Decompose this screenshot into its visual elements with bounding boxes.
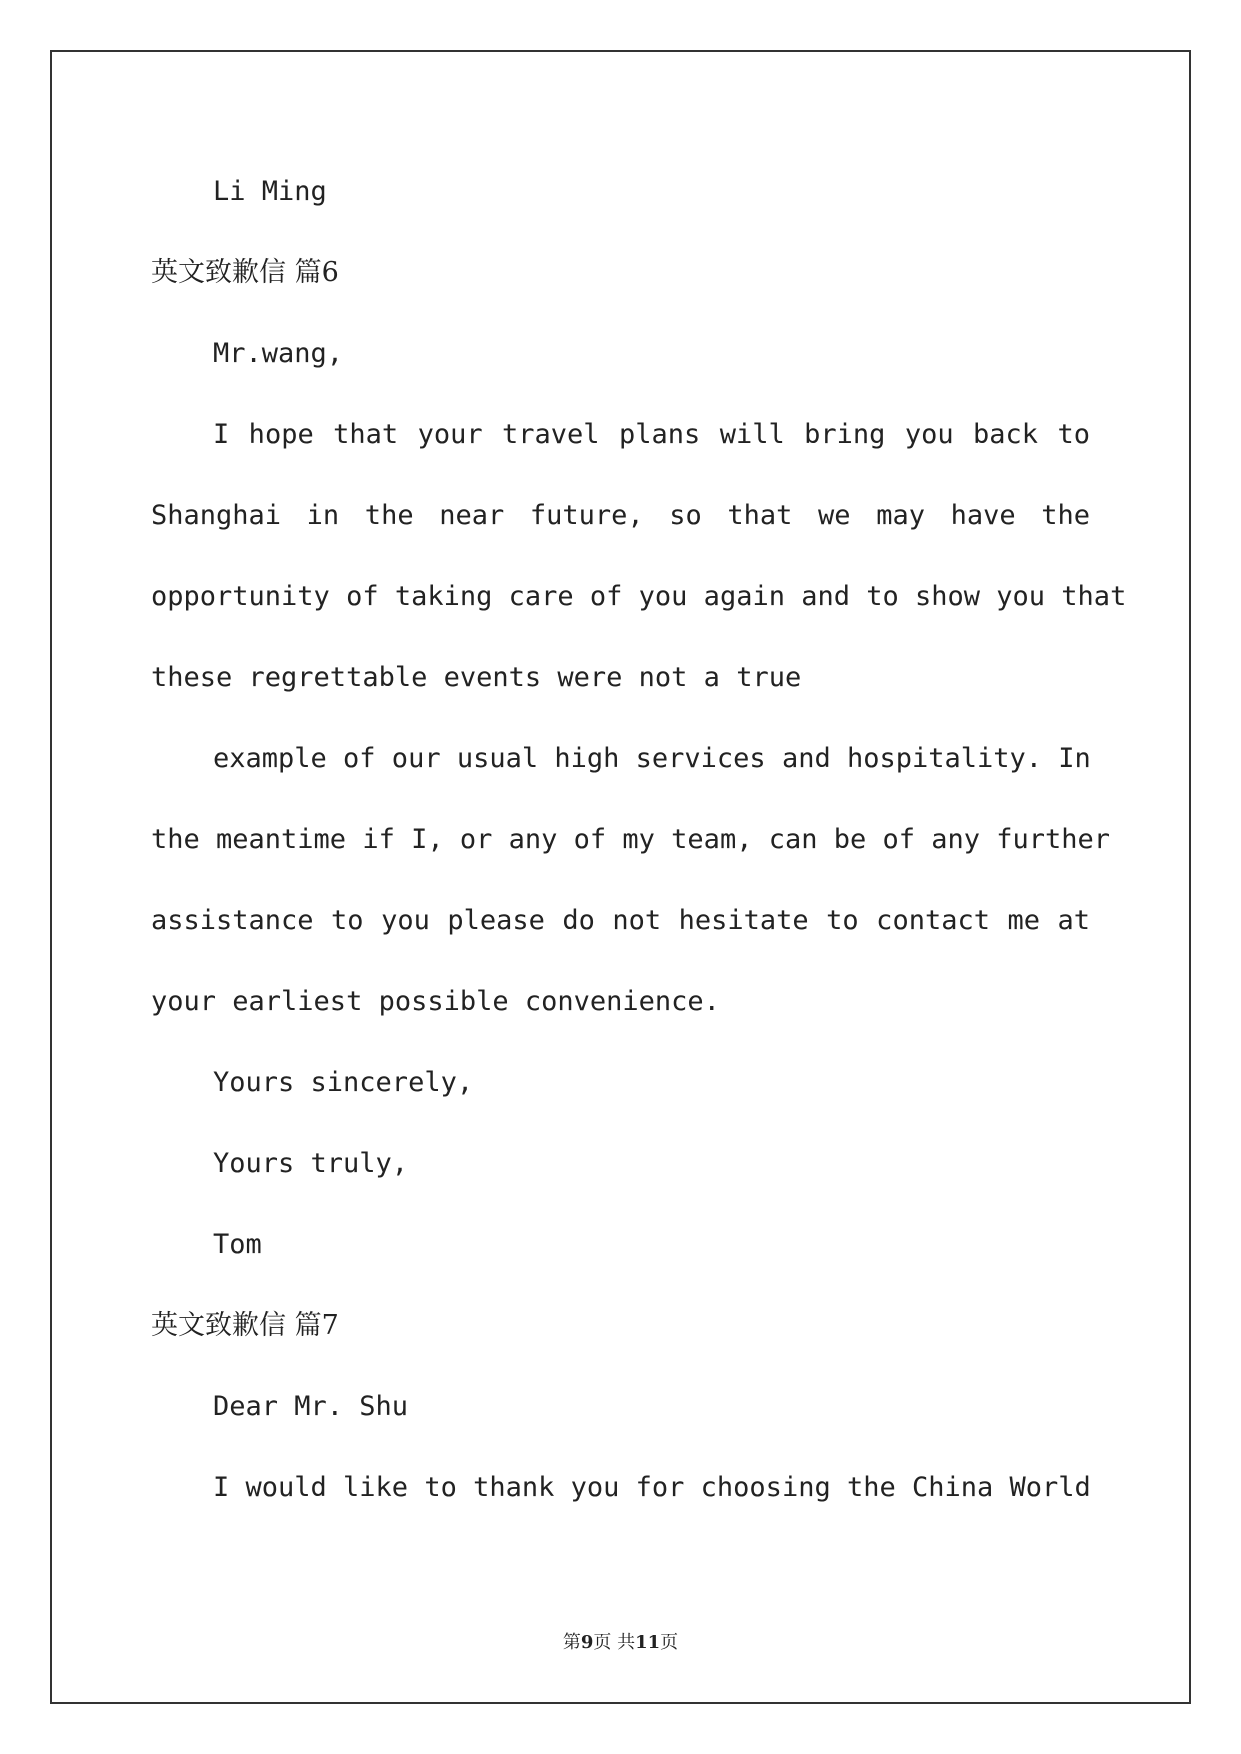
paragraph-line: Shanghai in the near future, so that we may have the (151, 500, 1090, 531)
section-heading: 英文致歉信 篇6 (151, 257, 339, 288)
paragraph-line: assistance to you please do not hesitate to contact me at (151, 905, 1090, 936)
paragraph-line: example of our usual high services and hospitality. In (213, 743, 1091, 774)
total-page-number: 11 (635, 1632, 661, 1653)
current-page-number: 9 (580, 1632, 594, 1653)
section-heading: 英文致歉信 篇7 (151, 1310, 339, 1341)
footer-suffix: 页 (660, 1632, 679, 1653)
paragraph-line: I would like to thank you for choosing the China World (213, 1472, 1091, 1503)
paragraph-line: opportunity of taking care of you again and to show you that (151, 581, 1127, 612)
closing-line: Yours truly, (213, 1148, 409, 1179)
signature-line: Li Ming (213, 176, 327, 207)
paragraph-line: the meantime if I, or any of my team, can be of any further (151, 824, 1111, 855)
salutation-line: Mr.wang, (213, 338, 344, 369)
salutation-line: Dear Mr. Shu (213, 1391, 409, 1422)
closing-line: Yours sincerely, (213, 1067, 474, 1098)
paragraph-line: these regrettable events were not a true (151, 662, 802, 693)
page-border (50, 50, 1191, 1704)
paragraph-line: I hope that your travel plans will bring you back to (213, 419, 1090, 450)
footer-mid: 页 共 (593, 1632, 636, 1653)
paragraph-line: your earliest possible convenience. (151, 986, 720, 1017)
footer-prefix: 第 (562, 1632, 581, 1653)
page-footer (0, 1628, 1241, 1654)
signature-line: Tom (213, 1229, 262, 1260)
